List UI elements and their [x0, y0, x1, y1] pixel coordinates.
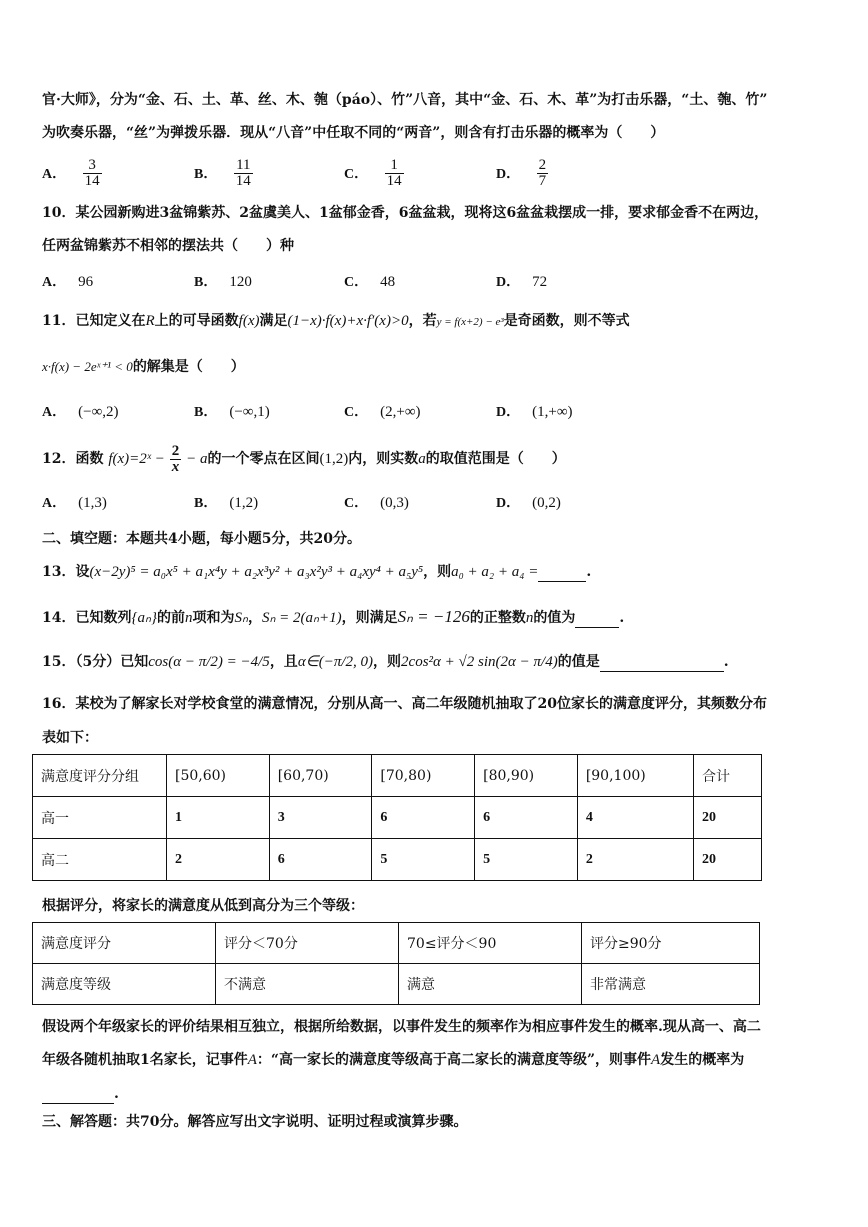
q12-option-d[interactable]: D． (0,2)	[496, 495, 561, 511]
q9-line1: 官·大师》，分为“金、石、土、革、丝、木、匏（páo）、竹”八音，其中“金、石、木、革”为打击乐器，“土、匏、竹”	[42, 92, 768, 108]
q12-option-a[interactable]: A． (1,3)	[42, 495, 107, 511]
q16-line2: 表如下：	[42, 730, 98, 746]
q11-options	[42, 397, 802, 427]
q12-option-b[interactable]: B． (1,2)	[194, 495, 259, 511]
q10-option-a[interactable]: A． 96	[42, 274, 94, 290]
section-3-heading: 三、解答题：共70分。解答应写出文字说明、证明过程或演算步骤。	[42, 1114, 468, 1130]
table-row: 高一 1 3 6 6 4 20	[33, 797, 762, 839]
answer-blank[interactable]	[600, 657, 724, 672]
q13: 13．设(x−2y)⁵ = a₀x⁵ + a₁x⁴y + a₂x³y² + a₃x²y³ + a₄xy⁴ + a₅y⁵，则a₀ + a₂ + a₄ = .	[42, 564, 592, 580]
answer-blank[interactable]	[575, 613, 619, 628]
q16-line3: 根据评分，将家长的满意度从低到高分为三个等级：	[42, 898, 364, 914]
q12-line1: 12．函数 f(x)=2ˣ − $\frac{2}{x}$ − a的一个零点在区间(1,2)内，则实数a的取值范围是（ ）	[42, 442, 566, 475]
q10-option-d[interactable]: D． 72	[496, 274, 548, 290]
frequency-table	[32, 754, 762, 881]
q16-line5: 年级各随机抽取1名家长，记事件A：“高一家长的满意度等级高于高二家长的满意度等级”，则事件A发生的概率为	[42, 1052, 745, 1068]
q9-options	[42, 158, 802, 188]
q10-options	[42, 267, 802, 297]
q11-option-d[interactable]: D． (1,+∞)	[496, 404, 573, 420]
q11-option-a[interactable]: A． (−∞,2)	[42, 404, 119, 420]
satisfaction-level-table	[32, 922, 760, 1005]
q12-option-c[interactable]: C． (0,3)	[344, 495, 409, 511]
q9-line2: 为吹奏乐器，“丝”为弹拨乐器．现从“八音”中任取不同的“两音”，则含有打击乐器的概率为（ ）	[42, 125, 665, 141]
q11-option-b[interactable]: B． (−∞,1)	[194, 404, 270, 420]
table-row: 高二 2 6 5 5 2 20	[33, 839, 762, 881]
fraction: $\frac{1}{14}$	[386, 157, 402, 189]
table-row: 满意度评分 评分＜70分 70≤评分＜90 评分≥90分	[33, 923, 760, 964]
q10-line2: 任两盆锦紫苏不相邻的摆法共（ ）种	[42, 238, 294, 254]
q9-option-c[interactable]: C． $\frac{1}{14}$	[344, 157, 402, 189]
q9-option-a[interactable]: A． $\frac{3}{14}$	[42, 157, 100, 189]
q14: 14．已知数列{aₙ}的前n项和为Sₙ，Sₙ = 2(aₙ+1)，则满足Sₙ = −126的正整数n的值为 .	[42, 607, 625, 626]
q11-option-c[interactable]: C． (2,+∞)	[344, 404, 421, 420]
q11-line2: x·f(x) − 2eˣ⁺¹ < 0的解集是（ ）	[42, 359, 245, 375]
q10-option-b[interactable]: B． 120	[194, 274, 252, 290]
q16-answer-line: .	[42, 1084, 119, 1104]
fraction: $\frac{11}{14}$	[235, 157, 251, 189]
answer-blank[interactable]	[538, 567, 586, 582]
table-row: 满意度等级 不满意 满意 非常满意	[33, 964, 760, 1005]
q10-line1: 10．某公园新购进3盆锦紫苏、2盆虞美人、1盆郁金香，6盆盆栽，现将这6盆盆栽摆成一排，要求郁金香不在两边，	[42, 205, 769, 221]
q16-line1: 16．某校为了解家长对学校食堂的满意情况，分别从高一、高二年级随机抽取了20位家长的满意度评分，其频数分布	[42, 696, 767, 712]
fraction: $\frac{2}{x}$	[171, 442, 180, 475]
table-header-row: 满意度评分分组 [50,60) [60,70) [70,80) [80,90) [90,100) 合计	[33, 755, 762, 797]
answer-blank[interactable]	[42, 1089, 114, 1104]
q12-options	[42, 488, 802, 518]
section-2-heading: 二、填空题：本题共4小题，每小题5分，共20分。	[42, 531, 361, 547]
fraction: $\frac{2}{7}$	[538, 157, 547, 189]
q16-line4: 假设两个年级家长的评价结果相互独立，根据所给数据，以事件发生的频率作为相应事件发生的概率.现从高一、高二	[42, 1019, 761, 1035]
q11-line1: 11．已知定义在R上的可导函数f(x)满足(1−x)·f(x)+x·f′(x)>0，若y = f(x+2) − e³是奇函数，则不等式	[42, 313, 630, 329]
q10-option-c[interactable]: C． 48	[344, 274, 396, 290]
q9-option-d[interactable]: D． $\frac{2}{7}$	[496, 157, 547, 189]
q15: 15．（5分）已知cos(α − π/2) = −4/5，且α∈(−π/2, 0)，则2cos²α + √2 sin(2α − π/4)的值是 .	[42, 654, 729, 670]
q9-option-b[interactable]: B． $\frac{11}{14}$	[194, 157, 251, 189]
fraction: $\frac{3}{14}$	[84, 157, 100, 189]
